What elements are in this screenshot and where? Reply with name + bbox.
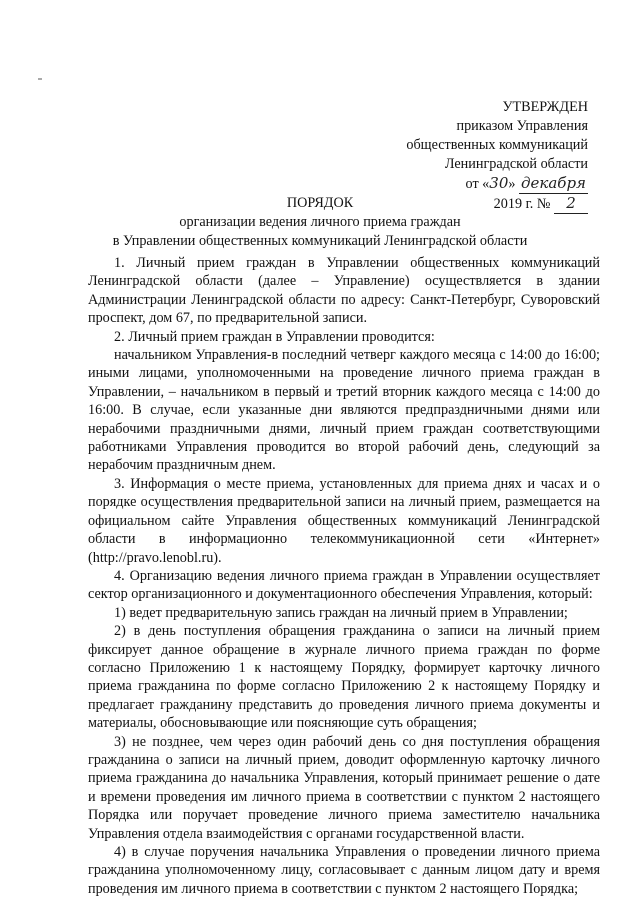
approval-line-order: приказом Управления — [456, 118, 588, 134]
date-day: 30 — [489, 174, 509, 192]
approval-date-line — [348, 174, 588, 194]
paragraph-4-item-4: 4) в случае поручения начальника Управления о проведении личного приема гражданина уполномоченному лицу, согласовывает с данным лицом дату и время проведения им личного приема в соответствии с пунктом 2 настоящего Порядка; — [88, 844, 600, 897]
document-subtitle-1: организации ведения личного приема граждан — [179, 214, 461, 230]
paragraph-4-item-1: 1) ведет предварительную запись граждан на личный прием в Управлении; — [114, 604, 568, 621]
approval-heading: УТВЕРЖДЕН — [502, 99, 588, 115]
approval-line-region: Ленинградской области — [444, 156, 588, 172]
paragraph-1: 1. Личный прием граждан в Управлении общественных коммуникаций Ленинградской области (далее – Управление) осуществляется в здании Администрации Ленинградской области по адресу: Санкт-Петербург, Суворовский проспект, дом 67, по предварительной записи. — [88, 255, 600, 327]
paragraph-2-detail: начальником Управления-в последний четверг каждого месяца с 14:00 до 16:00; иными лицами, уполномоченными на проведение личного приема граждан в Управлении, – начальником в первый и третий вторник каждого месяца с 14:00 до 16:00. В случае, если указанные дни являются предпраздничными днями или нерабочими праздничными днями, личный прием граждан соответствующими работниками Управления проводится во второй рабочий день, следующий за нерабочим праздничным днем. — [88, 347, 600, 474]
paragraph-4: 4. Организацию ведения личного приема граждан в Управлении осуществляет сектор организационного и документационного обеспечения Управления, который: — [88, 567, 600, 603]
document-heading: ПОРЯДОК — [286, 195, 354, 211]
date-mid: » — [508, 176, 516, 192]
paragraph-3: 3. Информация о месте приема, установленных для приема днях и часах и о порядке осуществления предварительной записи на личный прием, размещается на официальном сайте Управления общественных коммуникаций Ленинградской области в информационно телекоммуникационной сети «Интернет» (http://pravo.lenobl.ru). — [88, 475, 600, 566]
paragraph-4-item-2: 2) в день поступления обращения гражданина о записи на личный прием фиксирует данное обращение в журнале личного приема граждан по форме согласно Приложению 1 к настоящему Порядку, формирует карточку личного приема гражданина по форме согласно Приложению 2 к настоящему Порядку и предлагает гражданину представить до проведения личного приема документы и материалы, обосновывающие или поясняющие суть обращения; — [88, 623, 600, 732]
order-number: 2 — [554, 194, 588, 214]
document-body — [88, 254, 600, 898]
document-subtitle-2: в Управлении общественных коммуникаций Ленинградской области — [112, 233, 528, 249]
paragraph-4-item-3: 3) не позднее, чем через один рабочий день со дня поступления обращения гражданина о записи на личный прием, доводит оформленную карточку личного приема гражданина до начальника Управления, который принимает решение о дате и времени проведения им личного приема в соответствии с пунктом 2 настоящего Порядка или поручает проведение личного приема заместителю начальника Управления отдела взаимодействия с органами государственной власти. — [88, 733, 600, 842]
date-prefix: от « — [465, 176, 490, 192]
scan-mark — [38, 78, 42, 80]
year-text: 2019 г. № — [493, 196, 551, 212]
approval-line-dept: общественных коммуникаций — [406, 137, 588, 153]
date-month: декабря — [521, 174, 586, 192]
paragraph-2: 2. Личный прием граждан в Управлении проводится: — [114, 328, 435, 345]
